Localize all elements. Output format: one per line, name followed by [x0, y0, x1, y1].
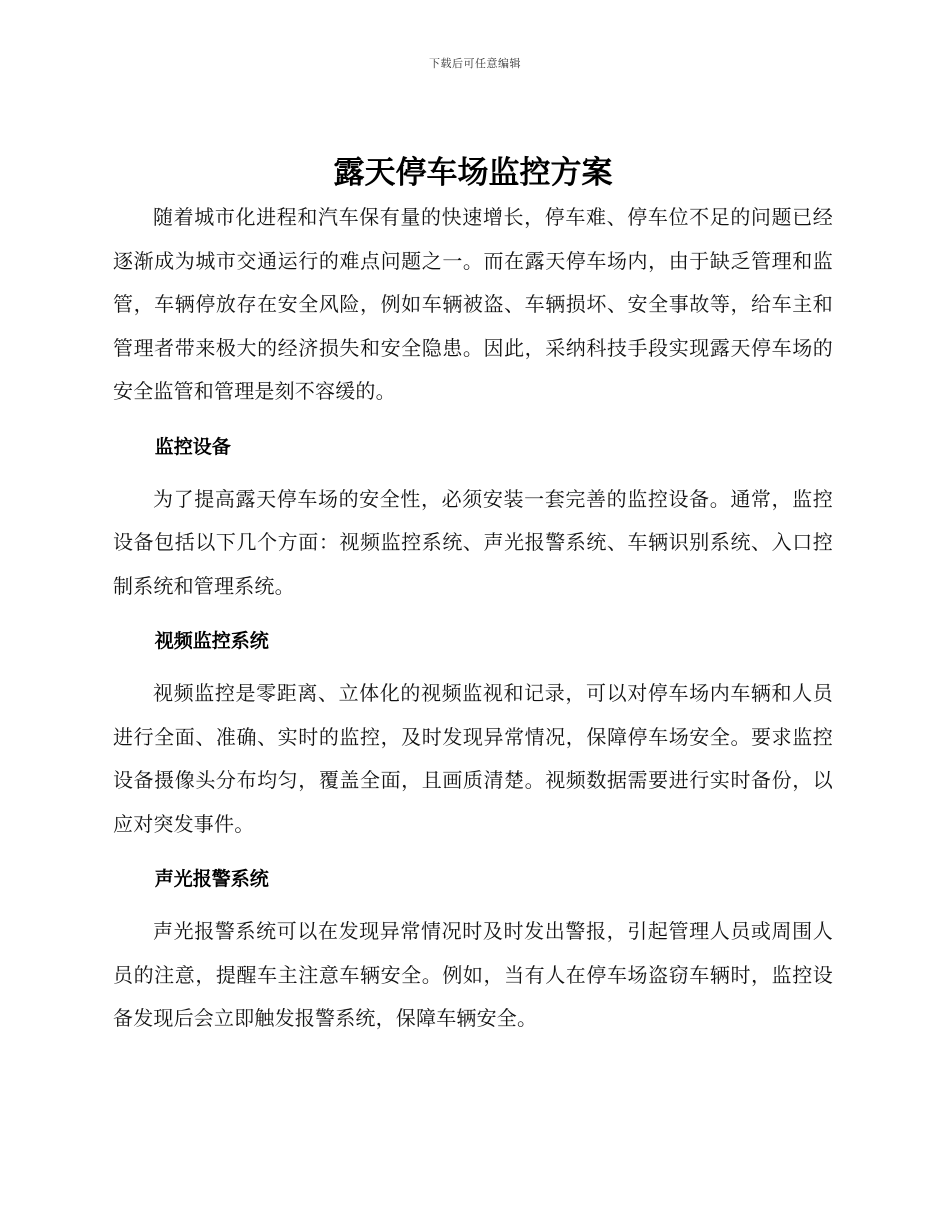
- document-body: [113, 150, 833, 1041]
- intro-paragraph: 随着城市化进程和汽车保有量的快速增长，停车难、停车位不足的问题已经逐渐成为城市交通运行的难点问题之一。而在露天停车场内，由于缺乏管理和监管，车辆停放存在安全风险，例如车辆被盗、车辆损坏、安全事故等，给车主和管理者带来极大的经济损失和安全隐患。因此，采纳科技手段实现露天停车场的安全监管和管理是刻不容缓的。: [113, 205, 833, 403]
- header-note: 下载后可任意编辑: [429, 57, 521, 70]
- section-heading-sound-light-alarm: 声光报警系统: [154, 868, 269, 890]
- section-heading-video-surveillance: 视频监控系统: [154, 630, 269, 652]
- section-paragraph-sound-light-alarm: 声光报警系统可以在发现异常情况时及时发出警报，引起管理人员或周围人员的注意，提醒车主注意车辆安全。例如，当有人在停车场盗窃车辆时，监控设备发现后会立即触发报警系统，保障车辆安全。: [113, 919, 833, 1030]
- section-heading-monitoring-equipment: 监控设备: [154, 435, 231, 458]
- section-paragraph-monitoring-equipment: 为了提高露天停车场的安全性，必须安装一套完善的监控设备。通常，监控设备包括以下几个方面：视频监控系统、声光报警系统、车辆识别系统、入口控制系统和管理系统。: [113, 486, 833, 598]
- document-title: 露天停车场监控方案: [333, 155, 613, 191]
- section-paragraph-video-surveillance: 视频监控是零距离、立体化的视频监视和记录，可以对停车场内车辆和人员进行全面、准确、实时的监控，及时发现异常情况，保障停车场安全。要求监控设备摄像头分布均匀，覆盖全面，且画质清楚。视频数据需要进行实时备份，以应对突发事件。: [113, 681, 833, 836]
